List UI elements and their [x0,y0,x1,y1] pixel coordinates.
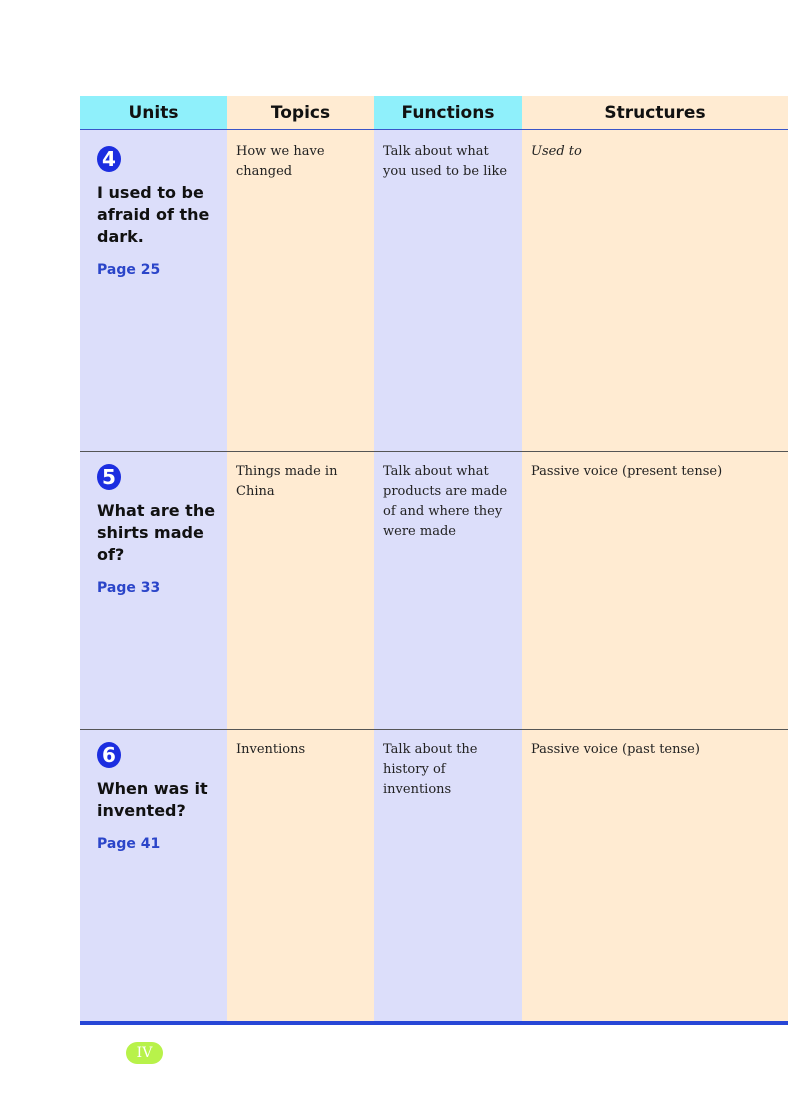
unit-title: I used to be afraid of the dark. [97,183,210,246]
header-functions: Functions [374,96,522,130]
topic-cell: Inventions [236,742,306,757]
header-structures: Structures [604,103,706,123]
unit-title: When was it invented? [97,779,208,820]
header-units: Units [80,96,227,130]
row-divider [80,729,788,730]
unit-4 [97,146,222,278]
page-number-badge: IV [126,1042,163,1064]
structures-column [522,96,788,1025]
row-divider [80,451,788,452]
function-cell: Talk about the history of inventions [383,742,478,797]
structure-cell: Used to [531,144,582,159]
unit-title: What are the shirts made of? [97,501,216,564]
header-divider [80,129,788,130]
table-bottom-border [80,1021,788,1025]
topic-cell: Things made in China [236,464,338,499]
structure-cell: Passive voice (past tense) [531,742,700,757]
functions-column [374,96,522,1025]
unit-5 [97,464,222,596]
unit-page-link[interactable]: Page 33 [97,580,161,596]
structure-cell: Passive voice (present tense) [531,464,723,479]
header-topics: Topics [270,103,331,123]
unit-page-link[interactable]: Page 25 [97,262,161,278]
contents-table [80,96,788,1025]
function-cell: Talk about what you used to be like [383,144,508,179]
unit-number-badge: 6 [97,742,121,768]
unit-number-badge: 4 [97,146,121,172]
unit-number-badge: 5 [97,464,121,490]
function-cell: Talk about what products are made of and where they were made [383,464,508,539]
topic-cell: How we have changed [236,144,325,179]
unit-6 [97,742,222,852]
unit-page-link[interactable]: Page 41 [97,836,161,852]
topics-column [227,96,374,1025]
